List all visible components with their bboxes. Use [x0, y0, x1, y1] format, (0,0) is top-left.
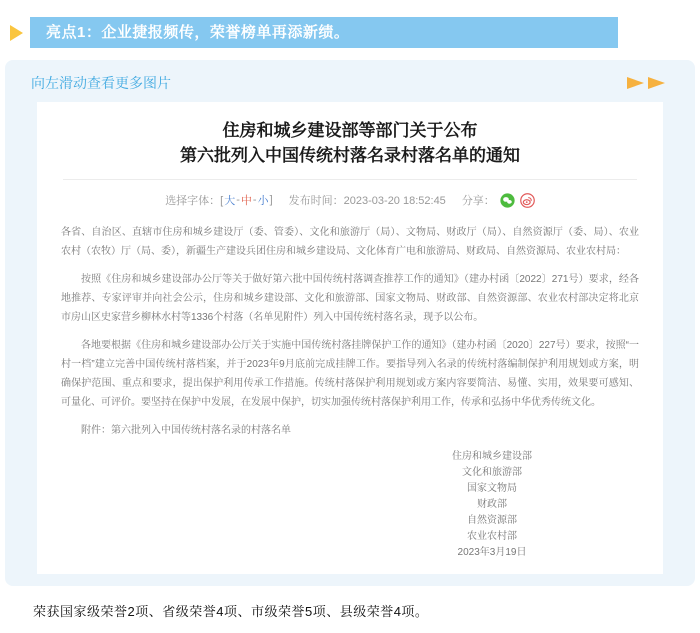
body-paragraph: 各地要根据《住房和城乡建设部办公厅关于实施中国传统村落挂牌保护工作的通知》（建办村函〔2020〕227号）要求，按照“一村一档”建立完善中国传统村落档案，并于2023年9月底前完成挂牌工作。要指导列入名录的传统村落编制保护利用规划或方案，明确保护范围、重点和要求，提出保护利用传承工作措施。传统村落保护利用规划或方案内容要简洁、易懂、实用，效果要可感知、可量化、可评价。要坚持在保护中发展，在发展中保护，切实加强传统村落保护利用工作，传承和弘扬中华优秀传统文化。: [61, 340, 639, 408]
signature-block: [417, 449, 567, 561]
font-select-suffix: ]: [269, 194, 273, 206]
signature-agency: 农业农村部: [467, 531, 517, 542]
font-select-label: 选择字体：[: [165, 195, 224, 207]
honors-summary-text: 荣获国家级荣誉2项、省级荣誉4项、市级荣誉5项、县级荣誉4项。: [33, 604, 429, 619]
document-meta-bar: [61, 192, 639, 208]
wechat-share-icon[interactable]: [500, 193, 515, 208]
document-screenshot[interactable]: [37, 102, 663, 574]
signature-agency: 国家文物局: [467, 483, 517, 494]
title-divider: [63, 179, 637, 180]
carousel-next-icon[interactable]: [627, 77, 665, 89]
image-carousel-card: [5, 60, 695, 586]
font-size-small-link[interactable]: 小: [257, 195, 269, 207]
banner-pointer-icon: [10, 25, 23, 41]
highlight-banner: [10, 17, 618, 48]
swipe-hint-text: 向左滑动查看更多图片: [31, 75, 171, 91]
signature-agency: 自然资源部: [467, 515, 517, 526]
highlight-banner-title: 亮点1：企业捷报频传，荣誉榜单再添新绩。: [30, 17, 618, 48]
publish-time-label: 发布时间：2023-03-20 18:52:45: [288, 195, 446, 207]
font-separator: -: [252, 194, 257, 206]
document-title-line1: 住房和城乡建设部等部门关于公布: [222, 121, 478, 140]
font-separator: -: [236, 194, 240, 206]
body-paragraph: 各省、自治区、直辖市住房和城乡建设厅（委、管委）、文化和旅游厅（局）、文物局、财政厅（局）、自然资源厅（委、局）、农业农村（农牧）厅（局、委），新疆生产建设兵团住房和城乡建设局、文化体育广电和旅游局、财政局、自然资源局、农业农村局：: [61, 227, 639, 257]
right-arrow-icon: [648, 77, 665, 89]
attachment-line: 附件：第六批列入中国传统村落名录的村落名单: [81, 425, 291, 436]
signature-agency: 财政部: [477, 499, 507, 510]
right-arrow-icon: [627, 77, 644, 89]
document-body: [61, 223, 639, 440]
document-title-line2: 第六批列入中国传统村落名录村落名单的通知: [180, 146, 520, 165]
document-title: [61, 118, 639, 168]
font-size-large-link[interactable]: 大: [224, 195, 236, 207]
weibo-share-icon[interactable]: [520, 193, 535, 208]
carousel-header: [5, 60, 695, 93]
share-label: 分享：: [461, 195, 495, 207]
signature-date: 2023年3月19日: [457, 547, 527, 558]
body-paragraph: 按照《住房和城乡建设部办公厅等关于做好第六批中国传统村落调查推荐工作的通知》（建办村函〔2022〕271号）要求，经各地推荐、专家评审并向社会公示，住房和城乡建设部、文化和旅游部、国家文物局、财政部、自然资源部、农业农村部决定将北京市房山区史家营乡柳林水村等1336个村落（名单见附件）列入中国传统村落名录，现予以公布。: [61, 274, 639, 323]
font-size-medium-link[interactable]: 中: [240, 195, 252, 207]
signature-agency: 住房和城乡建设部: [452, 451, 532, 462]
signature-agency: 文化和旅游部: [462, 467, 522, 478]
